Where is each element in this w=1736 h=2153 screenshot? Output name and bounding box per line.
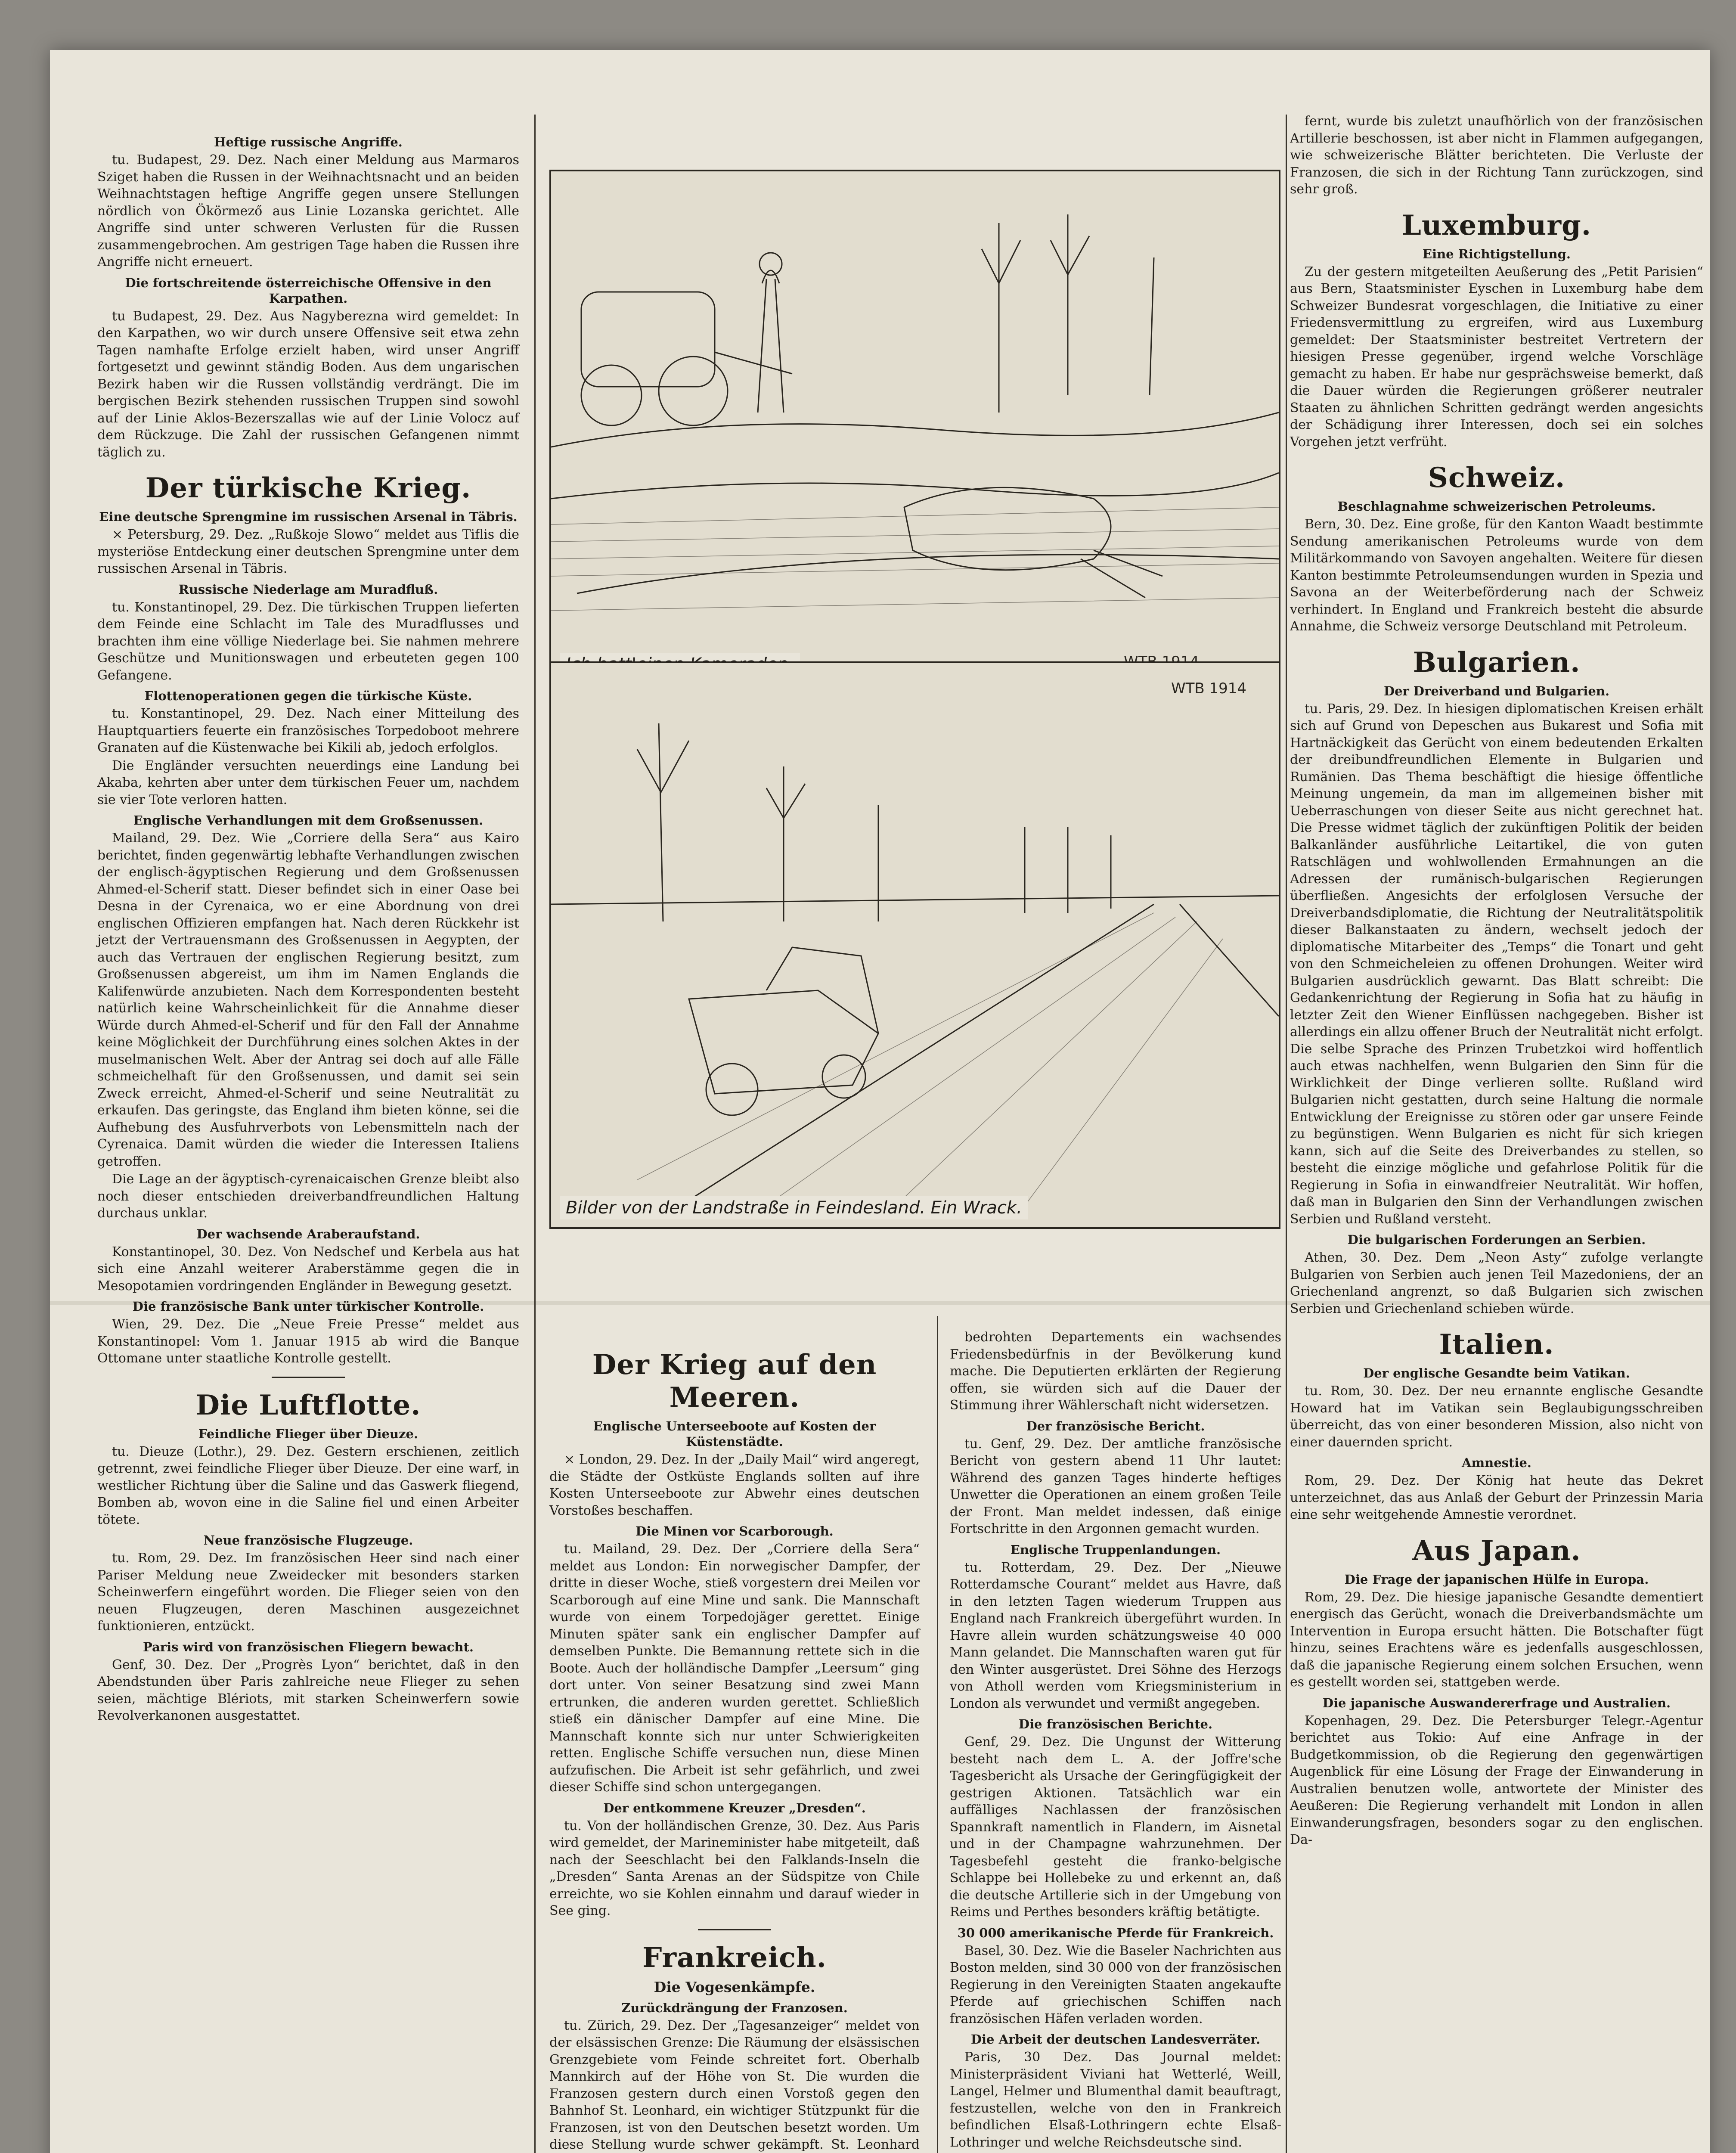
article-heading: Feindliche Flieger über Dieuze.	[198, 1426, 418, 1441]
article-heading: Heftige russische Angriffe.	[214, 135, 403, 149]
article-paragraph: Mailand, 29. Dez. Wie „Corriere della Sera“ aus Kairo berichtet, finden gegenwärtig lebhafte Verhandlungen zwischen der englisch-ägyptischen Regierung und dem Großsenussen Ahmed-el-Scherif statt. Dieser befindet sich in einer Oase bei Desna in der Cyrenaica, wo er eine Abordnung von drei englischen Offizieren empfangen hat. Nach deren Rückkehr ist jetzt der Vertrauensmann des Großsenussen in Aegypten, der auch das Vertrauen der englischen Regierung besitzt, zum Großsenussen abgereist, um ihm im Namen Englands die Kalifenwürde anzubieten. Nach dem Korrespondenten besteht natürlich keine Wahrscheinlichkeit für die Annahme dieser Würde durch Ahmed-el-Scherif und für den Fall der Annahme keine Möglichkeit der Durchführung eines solchen Aktes in der muselmanischen Welt. Aber der Antrag sei doch auf alle Fälle schmeichelhaft für den Großsenussen, und damit sei sein Zweck erreicht, Ahmed-el-Scherif und seine Neutralität zu erkaufen. Das geringste, das England ihm bieten könne, sei die Aufhebung des Ausfuhrverbots von Lebensmitteln nach der Cyrenaica. Damit würden die wieder die Interessen Italiens getroffen.	[97, 831, 519, 1169]
subsection-heading: Die Vogesenkämpfe.	[654, 1978, 815, 1995]
article-heading: Der englische Gesandte beim Vatikan.	[1363, 1366, 1630, 1381]
illustration-wreck	[549, 661, 1280, 1229]
article-paragraph: tu. Konstantinopel, 29. Dez. Nach einer Mitteilung des Hauptquartiers feuerte ein französisches Torpedoboot mehrere Granaten auf die Küstenwache bei Kikili ab, jedoch erfolglos.	[97, 706, 519, 755]
illustration-signature: WTB 1914	[1171, 680, 1247, 697]
section-heading: Aus Japan.	[1412, 1534, 1581, 1567]
illustration-drawing	[551, 663, 1279, 1227]
article-heading: Russische Niederlage am Muradfluß.	[178, 582, 438, 597]
article-heading: Paris wird von französischen Fliegern bewacht.	[143, 1639, 474, 1654]
article-heading: Die französischen Berichte.	[1018, 1717, 1213, 1731]
article-paragraph: × London, 29. Dez. In der „Daily Mail“ wird angeregt, die Städte der Ostküste Englands sollten auf ihre Kosten Unterseeboote zur Abwehr eines deutschen Vorstoßes beschaffen.	[549, 1452, 920, 1518]
article-heading: Der entkommene Kreuzer „Dresden“.	[603, 1800, 866, 1815]
article-paragraph: tu. Mailand, 29. Dez. Der „Corriere della Sera“ meldet aus London: Ein norwegischer Dampfer, der dritte in dieser Woche, stieß vorgestern drei Meilen vor Scarborough auf eine Mine und sank. Die Mannschaft wurde von einem Torpedojäger gerettet. Einige Minuten später sank ein englischer Dampfer auf demselben Punkte. Die Bemannung rettete sich in die Boote. Auch der holländische Dampfer „Leersum“ ging dort unter. Von seiner Besatzung sind zwei Mann ertrunken, die anderen wurden gerettet. Schließlich stieß ein dänischer Dampfer auf eine Mine. Die Mannschaft konnte sich nur unter Schwierigkeiten retten. Englische Schiffe versuchen nun, diese Minen aufzufischen. Die Arbeit ist sehr gefährlich, und zwei dieser Schiffe sind schon untergegangen.	[549, 1542, 920, 1795]
article-heading: Die französische Bank unter türkischer Kontrolle.	[132, 1299, 484, 1314]
article-paragraph: tu. Zürich, 29. Dez. Der „Tagesanzeiger“ meldet von der elsässischen Grenze: Die Räumung der elsässischen Grenzgebiete vom Feinde schreitet fort. Oberhalb Mannkirch auf der Höhe von St. Die wurden die Franzosen gestern durch einen Vorstoß gegen den Bahnhof St. Leonhard, ein wichtiger Stützpunkt für die Franzosen, ist von den Deutschen besetzt worden. Um diese Stellung wurde schwer gekämpft. St. Leonhard	[549, 2018, 920, 2152]
article-paragraph: Wien, 29. Dez. Die „Neue Freie Presse“ meldet aus Konstantinopel: Vom 1. Januar 1915 ab wird die Banque Ottomane unter staatliche Kontrolle gestellt.	[97, 1317, 519, 1366]
section-heading: Italien.	[1439, 1328, 1554, 1361]
article-paragraph: Konstantinopel, 30. Dez. Von Nedschef und Kerbela aus hat sich eine Anzahl weiterer Araberstämme gegen die in Mesopotamien vordringenden Engländer in Bewegung gesetzt.	[97, 1244, 519, 1294]
article-paragraph: Rom, 29. Dez. Der König hat heute das Dekret unterzeichnet, das aus Anlaß der Geburt der Prinzessin Maria eine sehr weitgehende Amnestie verordnet.	[1290, 1473, 1703, 1522]
right-column	[1290, 113, 1703, 2153]
article-paragraph: Genf, 29. Dez. Die Ungunst der Witterung besteht nach dem L. A. der Joffre'sche Tagesbericht als Ursache der Geringfügigkeit der gestrigen Aktionen. Tatsächlich war ein auffälliges Nachlassen der französischen Spannkraft namentlich in Flandern, im Aisnetal und in der Champagne wahrzunehmen. Der Tagesbefehl gesteht die franko-belgische Schlappe bei Hollebeke zu und erkennt an, daß die deutsche Artillerie sich in der Umgebung von Reims und Perthes besonders kräftig betätigte.	[950, 1734, 1281, 1920]
newspaper-page	[50, 50, 1710, 2153]
article-heading: Zurückdrängung der Franzosen.	[621, 2000, 848, 2015]
article-heading: Flottenoperationen gegen die türkische Küste.	[144, 689, 472, 703]
article-heading: Amnestie.	[1461, 1455, 1531, 1470]
article-paragraph: tu. Budapest, 29. Dez. Nach einer Meldung aus Marmaros Sziget haben die Russen in der Weihnachtsnacht und an beiden Weihnachtstagen heftige Angriffe gegen unsere Stellungen nördlich von Ökörmező aus Linie Lozanska gerichtet. Alle Angriffe sind unter schweren Verlusten für die Russen zusammengebrochen. Am gestrigen Tage haben die Russen ihre Angriffe nicht erneuert.	[97, 152, 519, 270]
section-heading: Der Krieg auf den Meeren.	[592, 1349, 877, 1414]
article-paragraph: Kopenhagen, 29. Dez. Die Petersburger Telegr.-Agentur berichtet aus Tokio: Auf eine Anfrage in der Budgetkommission, ob die Regierung den gegenwärtigen Augenblick für eine Lösung der Frage der Einwanderung in Australien benutzen wolle, antwortete der Minister des Aeußeren: Die Regierung verhandelt mit London in allen Einwanderungsfragen, besonders sogar zu den englischen. Da-	[1290, 1713, 1703, 1847]
article-paragraph: tu. Rom, 29. Dez. Im französischen Heer sind nach einer Pariser Meldung neue Zweidecker mit besonders starken Scheinwerfern eingeführt worden. Die Flieger seien von den neuen Flugzeugen, deren Maschinen ausgezeichnet funktionieren, entzückt.	[97, 1551, 519, 1634]
article-paragraph: Paris, 30 Dez. Das Journal meldet: Ministerpräsident Viviani hat Wetterlé, Weill, Langel, Helmer und Blumenthal damit beauftragt, festzustellen, welche von den in Frankreich befindlichen Elsaß-Lothringern echte Elsaß-Lothringer und welche Reichsdeutsche sind.	[950, 2050, 1281, 2150]
article-paragraph: fernt, wurde bis zuletzt unaufhörlich von der französischen Artillerie beschossen, ist aber nicht in Flammen aufgegangen, wie schweizerische Blätter berichteten. Die Verluste der Franzosen, die sich in der Richtung Tann zurückzogen, sind sehr groß.	[1290, 114, 1703, 197]
article-heading: Die Frage der japanischen Hülfe in Europa.	[1344, 1572, 1649, 1587]
article-paragraph: tu Budapest, 29. Dez. Aus Nagyberezna wird gemeldet: In den Karpathen, wo wir durch unsere Offensive seit etwa zehn Tagen namhafte Erfolge erzielt haben, wird unser Angriff fortgesetzt und gewinnt ständig Boden. Aus dem ungarischen Bezirk haben wir die Russen vollständig verdrängt. Die im bergischen Bezirk stehenden russischen Truppen sind sowohl auf der Linie Aklos-Bezerszallas wie auf der Linie Volocz auf dem Rückzuge. Die Zahl der russischen Gefangenen nimmt täglich zu.	[97, 308, 519, 460]
article-heading: Beschlagnahme schweizerischen Petroleums.	[1337, 499, 1656, 514]
article-paragraph: Basel, 30. Dez. Wie die Baseler Nachrichten aus Boston melden, sind 30 000 von der französischen Regierung in den Vereinigten Staaten angekaufte Pferde auf griechischen Schiffen nach französischen Häfen verladen worden.	[950, 1943, 1281, 2026]
article-heading: 30 000 amerikanische Pferde für Frankreich.	[957, 1925, 1274, 1940]
article-paragraph: tu. Dieuze (Lothr.), 29. Dez. Gestern erschienen, zeitlich getrennt, zwei feindliche Flieger über Dieuze. Der eine warf, in westlicher Richtung über die Saline und das Gaswerk fliegend, Bomben ab, wovon eine in die Saline fiel und einen Arbeiter tötete.	[97, 1444, 519, 1527]
article-heading: Englische Unterseeboote auf Kosten der Küstenstädte.	[593, 1419, 876, 1449]
article-paragraph: tu. Rotterdam, 29. Dez. Der „Nieuwe Rotterdamsche Courant“ meldet aus Havre, daß in den letzten Tagen wiederum Truppen aus England nach Frankreich übergeführt wurden. In Havre allein wurden schätzungsweise 40 000 Mann gelandet. Die Mannschaften waren gut für den Winter ausgerüstet. Drei Söhne des Herzogs von Atholl werden vom Kriegsministerium in London als verwundet und vermißt angegeben.	[950, 1560, 1281, 1711]
section-heading: Die Luftflotte.	[195, 1389, 421, 1421]
section-heading: Frankreich.	[642, 1941, 827, 1974]
section-heading: Der türkische Krieg.	[145, 472, 471, 504]
column-rule	[1286, 115, 1287, 2153]
article-heading: Die japanische Auswandererfrage und Australien.	[1322, 1695, 1671, 1710]
article-paragraph: Bern, 30. Dez. Eine große, für den Kanton Waadt bestimmte Sendung amerikanischen Petroleums wurde von dem Militärkommando von Savoyen angehalten. Weitere für diesen Kanton bestimmte Petroleumsendungen wurden in Spezia und Savona an der Weiterbeförderung nach der Schweiz verhindert. In England und Frankreich besteht die absurde Annahme, die Schweiz versorge Deutschland mit Petroleum.	[1290, 517, 1703, 634]
illustration-drawing	[551, 171, 1279, 684]
column-rule	[937, 1316, 938, 2153]
section-heading: Luxemburg.	[1401, 209, 1592, 242]
article-heading: Die Minen vor Scarborough.	[636, 1524, 834, 1539]
left-column	[97, 130, 519, 2153]
article-paragraph: tu. Rom, 30. Dez. Der neu ernannte englische Gesandte Howard hat im Vatikan sein Beglaubigungsschreiben überreicht, das von einer besonderen Mission, also nicht von einer dauernden spricht.	[1290, 1384, 1703, 1450]
article-paragraph: Zu der gestern mitgeteilten Aeußerung des „Petit Parisien“ aus Bern, Staatsminister Eyschen in Luxemburg habe dem Schweizer Bundesrat vorgeschlagen, die Initiative zu einer Friedensvermittlung zu ergreifen, wird aus Luxemburg gemeldet: Der Staatsminister bestreitet Vertretern der hiesigen Presse gegenüber, irgend welche Vorschläge gemacht zu haben. Er habe nur gesprächsweise bemerkt, daß die Dauer würden die Regierungen größerer neutraler Staaten zu ähnlichen Schritten gedrängt werden angesichts der Schädigung ihrer Interessen, doch sei ein solches Vorgehen jetzt verfrüht.	[1290, 264, 1703, 450]
article-paragraph: Die Engländer versuchten neuerdings eine Landung bei Akaba, kehrten aber unter dem türkischen Feuer um, nachdem sie vier Tote verloren hatten.	[97, 758, 519, 807]
article-paragraph: tu. Von der holländischen Grenze, 30. Dez. Aus Paris wird gemeldet, der Marineminister habe mitgeteilt, daß nach der Seeschlacht bei den Falklands-Inseln die „Dresden“ Santa Arenas an der Südspitze von Chile erreichte, wo sie Kohlen einnahm und darauf wieder in See ging.	[549, 1818, 920, 1918]
column-rule	[534, 115, 536, 2153]
middle-column-1	[549, 1337, 920, 2153]
article-heading: Eine Richtigstellung.	[1422, 246, 1571, 261]
article-paragraph: Die Lage an der ägyptisch-cyrenaicaischen Grenze bleibt also noch dieser entschieden dreiverbandfreundlichen Haltung durchaus unklar.	[97, 1172, 519, 1221]
article-paragraph: tu. Konstantinopel, 29. Dez. Die türkischen Truppen lieferten dem Feinde eine Schlacht im Tale des Muradflusses und brachten ihm eine völlige Niederlage bei. Sie nahmen mehrere Geschütze und Munitionswagen und erbeuteten gegen 100 Gefangene.	[97, 599, 519, 683]
article-heading: Der französische Bericht.	[1026, 1418, 1205, 1433]
article-heading: Die fortschreitende österreichische Offensive in den Karpathen.	[125, 275, 492, 306]
illustration-comrade	[549, 170, 1280, 686]
article-heading: Der Dreiverband und Bulgarien.	[1383, 683, 1610, 698]
section-heading: Bulgarien.	[1413, 646, 1581, 679]
article-heading: Neue französische Flugzeuge.	[203, 1533, 413, 1548]
illustration-caption: Bilder von der Landstraße in Feindesland. Ein Wrack.	[560, 1196, 1028, 1219]
article-heading: Eine deutsche Sprengmine im russischen Arsenal in Täbris.	[99, 509, 518, 524]
separator	[698, 1929, 771, 1930]
article-paragraph: Rom, 29. Dez. Die hiesige japanische Gesandte dementiert energisch das Gerücht, wonach die Dreiverbandsmächte um Intervention in Europa ersucht hätten. Die Botschafter fügt hinzu, seines Erachtens wäre es jedenfalls ausgeschlossen, daß die japanische Regierung einem solchen Ersuchen, wenn es gestellt worden sei, stattgeben werde.	[1290, 1589, 1703, 1690]
article-paragraph: × Petersburg, 29. Dez. „Rußkoje Slowo“ meldet aus Tiflis die mysteriöse Entdeckung einer deutschen Sprengmine unter dem russischen Arsenal in Täbris.	[97, 527, 519, 576]
article-heading: Die bulgarischen Forderungen an Serbien.	[1347, 1232, 1646, 1247]
article-paragraph: Genf, 30. Dez. Der „Progrès Lyon“ berichtet, daß in den Abendstunden über Paris zahlreiche neue Flieger zu sehen seien, mächtige Blériots, mit starken Scheinwerfern sowie Revolverkanonen ausgestattet.	[97, 1657, 519, 1723]
article-paragraph: tu. Paris, 29. Dez. In hiesigen diplomatischen Kreisen erhält sich auf Grund von Depeschen aus Bukarest und Sofia mit Hartnäckigkeit das Gerücht von einem bedeutenden Erkalten der dreibundfreundlichen Elemente in Bulgarien und Rumänien. Das Thema beschäftigt die hiesige öffentliche Meinung ungemein, da man im allgemeinen bisher mit Ueberraschungen von dieser Seite aus nicht gerechnet hat. Die Presse widmet täglich der zukünftigen Politik der beiden Balkanländer ausführliche Leitartikel, die von guten Ratschlägen und wohlwollenden Ermahnungen an die Adressen der rumänisch-bulgarischen Regierungen überfließen. Angesichts der erfolglosen Versuche der Dreiverbandsdiplomatie, die Richtung der Neutralitätspolitik dieser Balkanstaaten zu ändern, wechselt jedoch der diplomatische Mitarbeiter des „Temps“ die Tonart und geht von den Schmeicheleien zu offenen Drohungen. Weiter wird Bulgarien ausdrücklich gewarnt. Das Blatt schreibt: Die Gedankenrichtung der Regierung in Sofia hat zu häufig in letzter Zeit den Wiener Einflüssen nachgegeben. Bisher ist allerdings ein allzu offener Bruch der Neutralität nicht erfolgt. Die selbe Sprache des Prinzen Trubetzkoi wird hoffentlich auch etwas nachhelfen, wenn Bulgarien den Sinn für die Wirklichkeit der Dinge verlieren sollte. Rußland wird Bulgarien nicht gestatten, durch seine Haltung die normale Entwicklung der Ereignisse zu stören oder gar unsere Feinde zu begünstigen. Wenn Bulgarien es nicht für sich kriegen kann, sich auf die Seite des Dreiverbandes zu stellen, so besteht die einzige mögliche und gefahrlose Politik für die Regierung in Sofia in einwandfreier Neutralität. Wir hoffen, daß man in Bulgarien den Sinn der Verhandlungen zwischen Serbien und Rußland versteht.	[1290, 701, 1703, 1227]
article-heading: Der wachsende Araberaufstand.	[196, 1226, 420, 1241]
article-paragraph: Athen, 30. Dez. Dem „Neon Asty“ zufolge verlangte Bulgarien von Serbien auch jenen Teil Mazedoniens, der an Griechenland angrenzt, so daß Bulgarien sich zwischen Serbien und Griechenland schieben würde.	[1290, 1250, 1703, 1316]
section-heading: Schweiz.	[1428, 462, 1566, 494]
middle-column-2	[950, 1329, 1281, 2153]
article-paragraph: tu. Genf, 29. Dez. Der amtliche französische Bericht von gestern abend 11 Uhr lautet: Während des ganzen Tages hinderte heftiges Unwetter die Operationen an einem großen Teile der Front. Man meldet indessen, daß einige Fortschritte in den Argonnen gemacht wurden.	[950, 1436, 1281, 1536]
article-paragraph: bedrohten Departements ein wachsendes Friedensbedürfnis in der Bevölkerung kund mache. Die Deputierten erklärten der Regierung offen, sie würden sich auf die Dauer der Stimmung ihrer Wählerschaft nicht widersetzen.	[950, 1330, 1281, 1413]
article-heading: Englische Verhandlungen mit dem Großsenussen.	[133, 813, 484, 828]
article-heading: Englische Truppenlandungen.	[1010, 1542, 1221, 1557]
separator	[272, 1377, 345, 1378]
article-heading: Die Arbeit der deutschen Landesverräter.	[970, 2032, 1261, 2047]
